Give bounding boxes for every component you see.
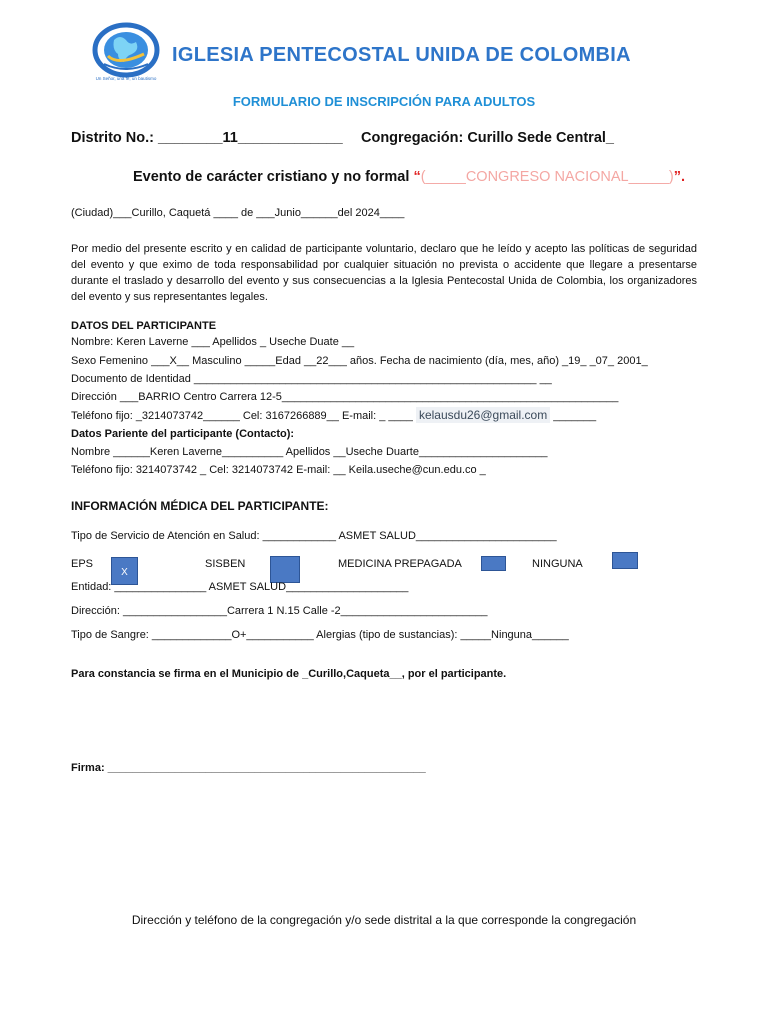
- evento-open-quote: “: [413, 169, 421, 185]
- medica-direccion-line: Dirección: _________________Carrera 1 N.15 Calle -2________________________: [71, 605, 488, 617]
- page-title: IGLESIA PENTECOSTAL UNIDA DE COLOMBIA: [172, 44, 631, 66]
- participante-heading: DATOS DEL PARTICIPANTE: [71, 320, 217, 332]
- option-ninguna-label: NINGUNA: [532, 558, 583, 570]
- pariente-telefono: Teléfono fijo: 3214073742 _ Cel: 3214073742 E-mail: __ Keila.useche@cun.edu.co _: [71, 464, 486, 476]
- entidad-line: Entidad: _______________ ASMET SALUD____________________: [71, 581, 409, 593]
- pariente-nombre: Nombre ______Keren Laverne__________ Apellidos __Useche Duarte_____________________: [71, 446, 548, 458]
- evento-line: [133, 169, 685, 185]
- participante-nombre: Nombre: Keren Laverne ___ Apellidos _ Useche Duate __: [71, 336, 355, 348]
- form-subtitle: FORMULARIO DE INSCRIPCIÓN PARA ADULTOS: [232, 94, 536, 109]
- telefono-prefix: Teléfono fijo: _3214073742______ Cel: 3167266889__ E-mail: _ ____: [71, 410, 413, 422]
- sisben-checkbox[interactable]: [270, 556, 300, 583]
- evento-close-quote: ”.: [673, 169, 686, 185]
- logo-tagline: Un Señor, una fe, un bautismo: [95, 76, 157, 81]
- footer-note: Dirección y teléfono de la congregación y/o sede distrital a la que corresponde la congregación: [131, 913, 637, 927]
- participante-direccion: Dirección ___BARRIO Centro Carrera 12-5_______________________________________________________: [71, 391, 619, 403]
- tipo-servicio-line: Tipo de Servicio de Atención en Salud: ____________ ASMET SALUD_______________________: [71, 530, 557, 542]
- evento-name: (_____CONGRESO NACIONAL_____): [420, 169, 674, 185]
- participante-email: kelausdu26@gmail.com: [416, 407, 550, 423]
- distrito-field: Distrito No.: ________11_____________: [71, 130, 343, 146]
- firma-line: Firma: ____________________________________________________: [71, 762, 426, 774]
- fecha-line: (Ciudad)___Curillo, Caquetá ____ de ___Junio______del 2024____: [71, 207, 405, 219]
- congregacion-field: Congregación: Curillo Sede Central_: [361, 130, 614, 146]
- constancia-line: Para constancia se firma en el Municipio de _Curillo,Caqueta__, por el participante.: [71, 668, 507, 680]
- sangre-alergias-line: Tipo de Sangre: _____________O+___________ Alergias (tipo de sustancias): _____Ninguna______: [71, 629, 569, 641]
- option-prepagada-label: MEDICINA PREPAGADA: [338, 558, 462, 570]
- pariente-heading: Datos Pariente del participante (Contacto):: [71, 428, 295, 440]
- ninguna-checkbox[interactable]: [612, 552, 638, 569]
- participante-documento: Documento de Identidad ________________________________________________________ __: [71, 373, 552, 385]
- option-eps-label: EPS: [71, 558, 94, 570]
- prepagada-checkbox[interactable]: [481, 556, 506, 571]
- participante-telefono: [71, 408, 596, 422]
- declaracion-paragraph: Por medio del presente escrito y en calidad de participante voluntario, declaro que he leído y acepto las políticas de seguridad del evento y que eximo de toda responsabilidad por cualquier situación no prevista o accidente que llegare a presentarse durante el traslado y desarrollo del evento y sus consecuencias a la Iglesia Pentecostal Unida de Colombia, los organizadores del evento y sus representantes legales.: [71, 243, 697, 303]
- option-sisben-label: SISBEN: [205, 558, 246, 570]
- medica-heading: INFORMACIÓN MÉDICA DEL PARTICIPANTE:: [71, 499, 329, 513]
- eps-check-mark: X: [121, 567, 128, 578]
- church-logo: [90, 22, 162, 86]
- evento-prefix: Evento de carácter cristiano y no formal: [133, 169, 414, 185]
- participante-sexo: Sexo Femenino ___X__ Masculino _____Edad __22___ años. Fecha de nacimiento (día, mes, año) _19_ _07_ 2001_: [71, 355, 648, 367]
- telefono-suffix: _______: [553, 410, 597, 422]
